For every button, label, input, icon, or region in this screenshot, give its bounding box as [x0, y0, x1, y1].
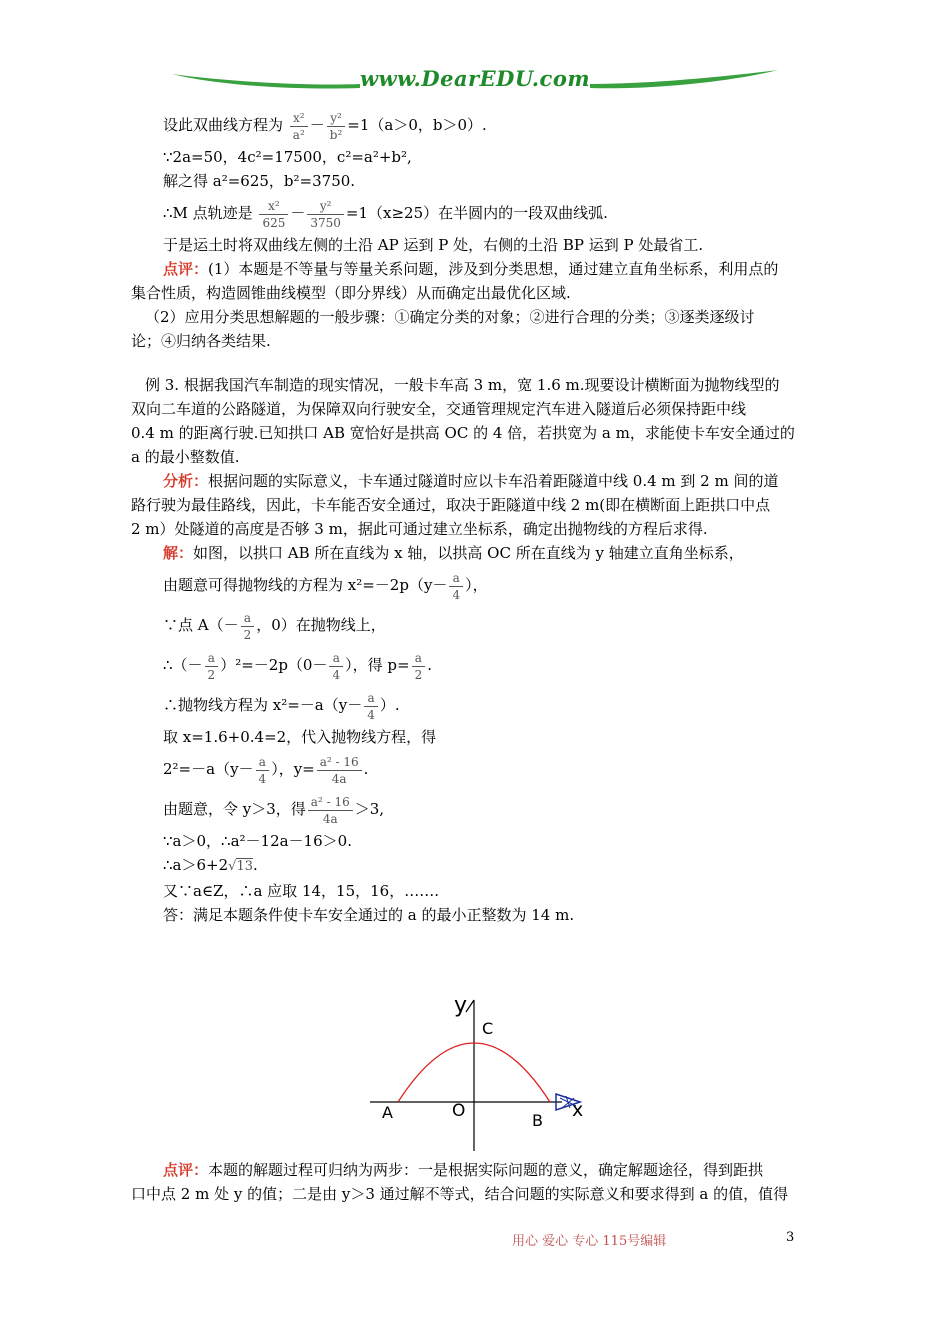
label-a: A: [382, 1103, 393, 1122]
footer-editor-note: 用心 爱心 专心 115号编辑: [512, 1234, 667, 1249]
example-3-line-1: 例 3. 根据我国汽车制造的现实情况，一般卡车高 3 m，宽 1.6 m.现要设计横断面为抛物线型的: [145, 376, 780, 394]
y-axis-arrow-icon: [466, 1000, 474, 1012]
analysis-line-3: 2 m）处隧道的高度是否够 3 m，据此可通过建立坐标系，确定出抛物线的方程后求得.: [131, 520, 708, 538]
fraction-y2-3750: $\frac{\text{y²}}{3750}$: [307, 199, 344, 230]
answer-line: 答：满足本题条件使卡车安全通过的 a 的最小正整数为 14 m.: [163, 906, 575, 924]
solution-label: 解：: [163, 544, 194, 562]
solution-values-line: 解之得 a²=625，b²=3750.: [163, 172, 356, 190]
fraction-a-4: $\frac{a}{4}$: [329, 651, 343, 682]
label-o: O: [452, 1101, 466, 1121]
comment-1: 点评：(1）本题是不等量与等量关系问题，涉及到分类思想，通过建立直角坐标系，利用点的: [163, 260, 779, 278]
header-banner: [170, 60, 780, 100]
label-c: C: [482, 1019, 494, 1038]
comment-1-continued: 集合性质，构造圆锥曲线模型（即分界线）从而确定出最优化区域.: [131, 284, 571, 302]
analysis-label: 分析：: [163, 472, 209, 490]
parabola-diagram: [362, 988, 598, 1158]
page-number: 3: [786, 1230, 795, 1245]
fraction-a2-16-over-4a: $\frac{\text{a² - 16}}{4a}$: [308, 795, 353, 826]
given-values-line: ∵2a=50，4c²=17500，c²=a²+b²,: [163, 148, 412, 166]
fraction-a-2: $\frac{a}{2}$: [241, 611, 255, 642]
label-x: x: [572, 1099, 584, 1121]
final-comment: [131, 1158, 821, 1206]
fraction-a-4: $\frac{a}{4}$: [256, 755, 270, 786]
label-y: y: [454, 993, 468, 1018]
document-body: [131, 105, 821, 927]
inequality-line: 由题意，令 y＞3，得 $\frac{\text{a² - 16}}{4a}$ ＞3,: [163, 794, 385, 826]
example-3-line-2: 双向二车道的公路隧道，为保障双向行驶安全，交通管理规定汽车进入隧道后必须保持距中线: [131, 400, 747, 418]
integer-values-line: 又∵a∈Z，∴a 应取 14，15，16，…….: [163, 882, 439, 900]
locus-equation-line: ∴M 点轨迹是 $\frac{\text{x²}}{625}$ － $\frac{\text{y²}}{3750}$ =1（x≥25）在半圆内的一段双曲线弧.: [163, 198, 608, 230]
quadratic-inequality-line: ∵a＞0，∴a²－12a－16＞0.: [163, 832, 352, 850]
analysis-line-1: 分析：根据问题的实际意义，卡车通过隧道时应以卡车沿着距隧道中线 0.4 m 到 2 m 间的道: [163, 472, 779, 490]
fraction-a-2: $\frac{a}{2}$: [412, 651, 426, 682]
site-title[interactable]: www.DearEDU.com: [359, 66, 591, 91]
point-a-line: ∵点 A（－ $\frac{a}{2}$ ，0）在抛物线上，: [163, 610, 386, 642]
fraction-y2-b2: $\frac{\text{y²}}{\text{b²}}$: [327, 111, 346, 142]
fraction-x2-a2: $\frac{\text{x²}}{\text{a²}}$: [290, 111, 308, 142]
hyperbola-equation-line: 设此双曲线方程为 $\frac{\text{x²}}{\text{a²}}$ － $\frac{\text{y²}}{\text{b²}}$ =1（a＞0，b＞0）.: [163, 110, 487, 142]
y-value-line: 2²=－a（y－ $\frac{a}{4}$ ），y= $\frac{\text{a² - 16}}{4a}$ .: [163, 754, 369, 786]
parabola-setup-line: 由题意可得抛物线的方程为 x²=－2p（y－ $\frac{a}{4}$ ），: [163, 570, 488, 602]
comment-label: 点评：: [163, 260, 209, 278]
fraction-x2-625: $\frac{\text{x²}}{625}$: [259, 199, 288, 230]
example-3-line-4: a 的最小整数值.: [131, 448, 240, 466]
solution-intro: 解：如图，以拱口 AB 所在直线为 x 轴，以拱高 OC 所在直线为 y 轴建立直角坐标系，: [163, 544, 744, 562]
comment-2-continued: 论；④归纳各类结果.: [131, 332, 271, 350]
conclusion-line: 于是运土时将双曲线左侧的土沿 AP 运到 P 处，右侧的土沿 BP 运到 P 处最省工.: [163, 236, 704, 254]
fraction-a-4: $\frac{a}{4}$: [449, 571, 463, 602]
fraction-a-2: $\frac{a}{2}$: [205, 651, 219, 682]
substitution-line: ∴（－ $\frac{a}{2}$ ）²=－2p（0－ $\frac{a}{4}$ ），得 p= $\frac{a}{2}$ .: [163, 650, 432, 682]
root-bound-line: ∴a＞6+2√13.: [163, 856, 258, 874]
analysis-line-2: 路行驶为最佳路线，因此，卡车能否安全通过，取决于距隧道中线 2 m(即在横断面上距拱口中点: [131, 496, 771, 514]
comment-3: 点评：本题的解题过程可归纳为两步：一是根据实际问题的意义，确定解题途径，得到距拱: [163, 1161, 764, 1179]
fraction-a-4: $\frac{a}{4}$: [364, 691, 378, 722]
parabola-equation-line: ∴抛物线方程为 x²=－a（y－ $\frac{a}{4}$ ）.: [163, 690, 400, 722]
label-b: B: [532, 1111, 543, 1130]
fraction-a2-16-over-4a: $\frac{\text{a² - 16}}{4a}$: [317, 755, 362, 786]
take-x-line: 取 x=1.6+0.4=2，代入抛物线方程，得: [163, 728, 437, 746]
example-3-line-3: 0.4 m 的距离行驶.已知拱口 AB 宽恰好是拱高 OC 的 4 倍，若拱宽为 a m，求能使卡车安全通过的: [131, 424, 795, 442]
comment-2: （2）应用分类思想解题的一般步骤：①确定分类的对象；②进行合理的分类；③逐类逐级讨: [145, 308, 755, 326]
comment-3-label: 点评：: [163, 1161, 209, 1179]
comment-3-continued: 口中点 2 m 处 y 的值；二是由 y＞3 通过解不等式，结合问题的实际意义和要求得到 a 的值，值得: [131, 1185, 789, 1203]
